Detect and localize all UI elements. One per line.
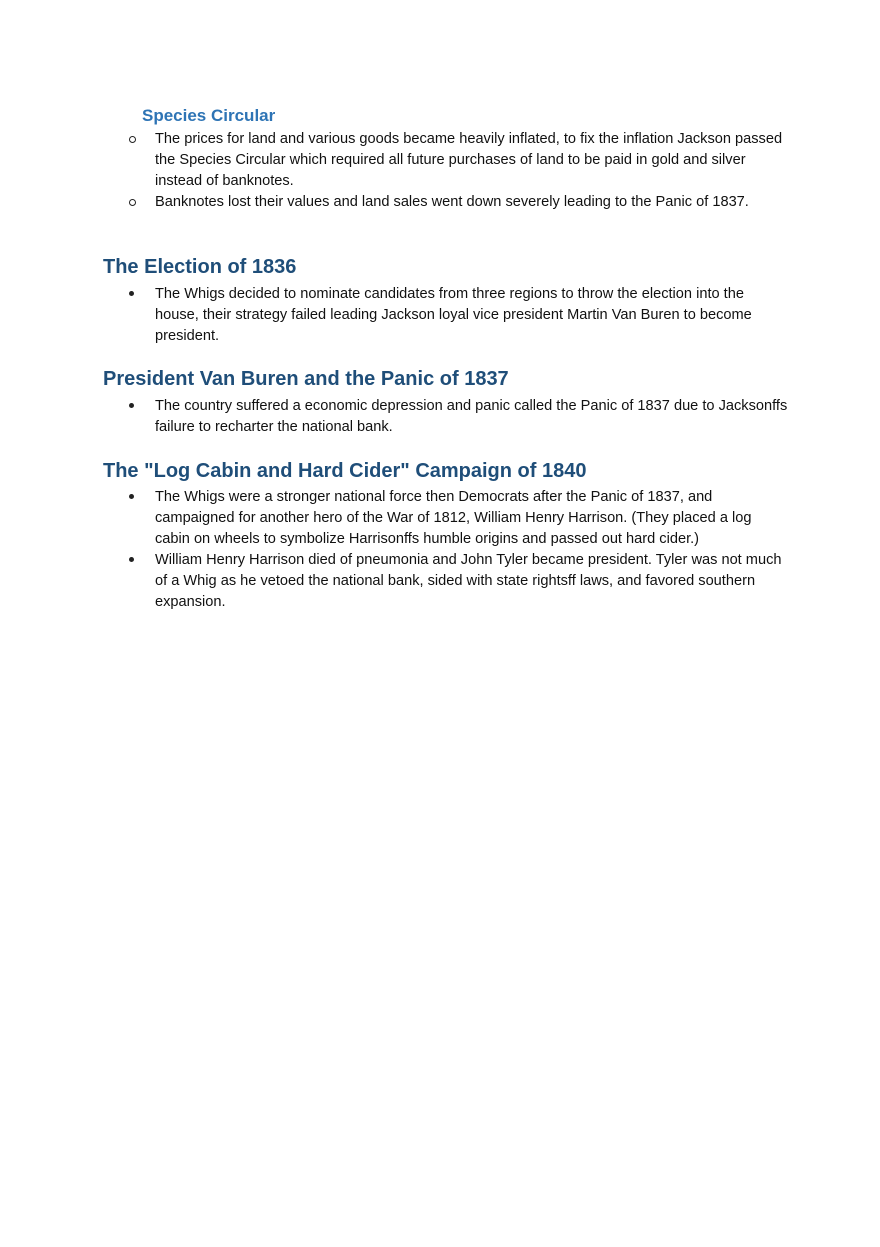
section-heading-log-cabin: The "Log Cabin and Hard Cider" Campaign of 1840: [103, 460, 587, 482]
hollow-bullet-icon: [129, 136, 136, 143]
list-item-text: The Whigs were a stronger national force then Democrats after the Panic of 1837, and campaigned for another hero of the War of 1812, William Henry Harrison. (They placed a log cabin on wheels to symbolize Harrisonffs humble origins and passed out hard cider.): [155, 489, 752, 547]
van-buren-list: [128, 396, 788, 438]
section-heading-species-circular: Species Circular: [142, 106, 276, 125]
election-1836-list: [128, 284, 788, 347]
list-item-text: The prices for land and various goods became heavily inflated, to fix the inflation Jackson passed the Species Circular which required all future purchases of land to be paid in gold and silver instead of banknotes.: [155, 131, 783, 189]
log-cabin-list: [128, 487, 788, 613]
section-heading-election-1836: The Election of 1836: [103, 256, 297, 278]
species-circular-list: [128, 129, 788, 213]
list-item-text: Banknotes lost their values and land sales went down severely leading to the Panic of 1837.: [155, 194, 749, 210]
list-item: [128, 129, 788, 192]
list-item-text: The country suffered a economic depression and panic called the Panic of 1837 due to Jacksonffs failure to recharter the national bank.: [155, 398, 788, 435]
list-item: [128, 396, 788, 438]
bullet-icon: [129, 557, 134, 562]
list-item-text: William Henry Harrison died of pneumonia and John Tyler became president. Tyler was not much of a Whig as he vetoed the national bank, sided with state rightsff laws, and favored southern expansion.: [155, 552, 782, 610]
bullet-icon: [129, 403, 134, 408]
list-item: [128, 284, 788, 347]
hollow-bullet-icon: [129, 199, 136, 206]
section-heading-van-buren: President Van Buren and the Panic of 1837: [103, 368, 509, 390]
bullet-icon: [129, 494, 134, 499]
bullet-icon: [129, 291, 134, 296]
list-item: [128, 192, 788, 213]
list-item: [128, 550, 788, 613]
list-item-text: The Whigs decided to nominate candidates from three regions to throw the election into the house, their strategy failed leading Jackson loyal vice president Martin Van Buren to become president.: [155, 286, 752, 344]
list-item: [128, 487, 788, 550]
